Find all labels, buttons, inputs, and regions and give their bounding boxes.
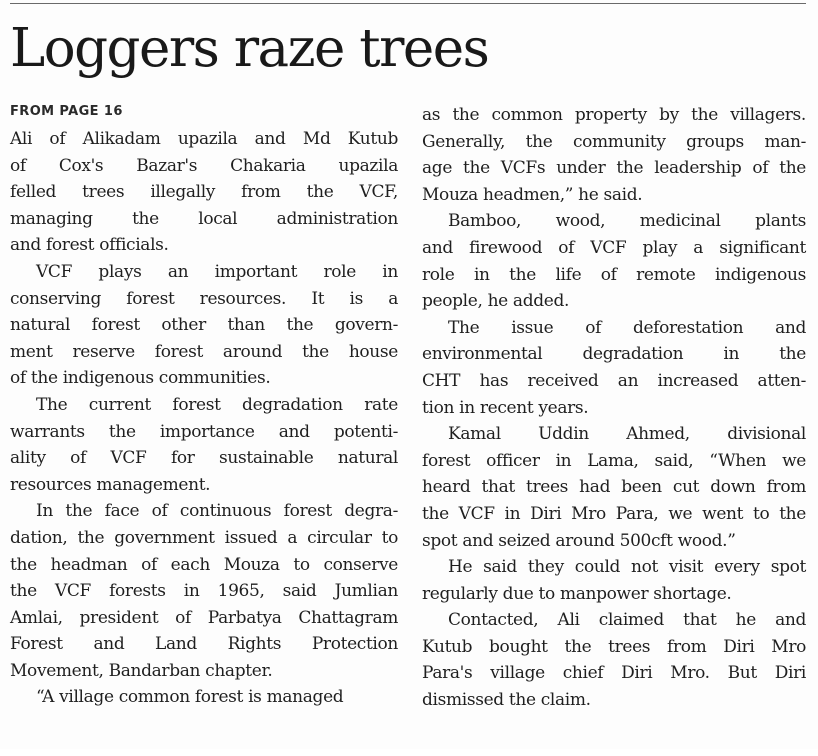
text-line: The issue of deforestation and [448, 317, 806, 338]
text-line: the VCF in Diri Mro Para, we went to the [422, 503, 806, 524]
text-line: and forest officials. [10, 235, 169, 256]
text-line: Contacted, Ali claimed that he and [448, 610, 806, 631]
text-line: resources management. [10, 474, 211, 495]
text-line: ality of VCF for sustainable natural [10, 448, 398, 469]
text-line: Para's village chief Diri Mro. But Diri [422, 663, 806, 684]
text-line: Forest and Land Rights Protection [10, 634, 398, 655]
text-line: spot and seized around 500cft wood.” [422, 530, 736, 551]
left-column [10, 126, 398, 711]
text-line: Amlai, president of Parbatya Chattagram [10, 607, 398, 628]
paragraph [422, 421, 806, 554]
text-line: Ali of Alikadam upazila and Md Kutub [10, 129, 398, 149]
text-line: VCF plays an important role in [36, 261, 398, 282]
text-line: people, he added. [422, 291, 570, 312]
text-line: regularly due to manpower shortage. [422, 583, 732, 604]
right-column [422, 102, 806, 714]
text-line: conserving forest resources. It is a [10, 288, 398, 309]
text-line: He said they could not visit every spot [448, 557, 806, 578]
text-line: managing the local administration [10, 208, 398, 229]
text-line: as the common property by the villagers. [422, 105, 806, 125]
paragraph [422, 102, 806, 208]
text-line: and firewood of VCF play a significant [422, 237, 806, 258]
text-line: heard that trees had been cut down from [422, 477, 806, 498]
text-line: CHT has received an increased atten- [422, 370, 806, 391]
paragraph [10, 259, 398, 392]
kicker-from-page: FROM PAGE 16 [10, 104, 123, 119]
headline: Loggers raze trees [10, 18, 489, 79]
top-rule [10, 3, 806, 4]
text-line: In the face of continuous forest degra- [36, 501, 398, 522]
text-line: Bamboo, wood, medicinal plants [448, 211, 806, 232]
text-line: tion in recent years. [422, 397, 589, 418]
text-line: dation, the government issued a circular to [10, 527, 398, 548]
paragraph [10, 126, 398, 259]
paragraph [10, 392, 398, 498]
text-line: “A village common forest is managed [36, 687, 344, 708]
paragraph [422, 607, 806, 713]
paragraph [10, 498, 398, 684]
text-line: of the indigenous communities. [10, 368, 271, 389]
paragraph [10, 684, 398, 711]
text-line: Movement, Bandarban chapter. [10, 660, 273, 681]
text-line: forest officer in Lama, said, “When we [422, 450, 806, 471]
text-line: role in the life of remote indigenous [422, 264, 806, 285]
text-line: Kamal Uddin Ahmed, divisional [448, 424, 806, 445]
paragraph [422, 315, 806, 421]
text-line: of Cox's Bazar's Chakaria upazila [10, 155, 398, 176]
text-line: ment reserve forest around the house [10, 341, 398, 362]
text-line: Generally, the community groups man- [422, 131, 806, 152]
text-line: the headman of each Mouza to conserve [10, 554, 398, 575]
text-line: Kutub bought the trees from Diri Mro [422, 636, 806, 657]
text-line: Mouza headmen,” he said. [422, 184, 643, 205]
text-line: age the VCFs under the leadership of the [422, 158, 806, 179]
text-line: natural forest other than the govern- [10, 315, 398, 336]
paragraph [422, 208, 806, 314]
text-line: The current forest degradation rate [36, 394, 398, 415]
text-line: warrants the importance and potenti- [10, 421, 398, 442]
text-line: felled trees illegally from the VCF, [10, 182, 398, 203]
next-headline-fragment [418, 736, 688, 756]
text-line: dismissed the claim. [422, 690, 591, 711]
text-line: environmental degradation in the [422, 344, 806, 365]
paragraph [422, 554, 806, 607]
text-line: the VCF forests in 1965, said Jumlian [10, 581, 398, 602]
